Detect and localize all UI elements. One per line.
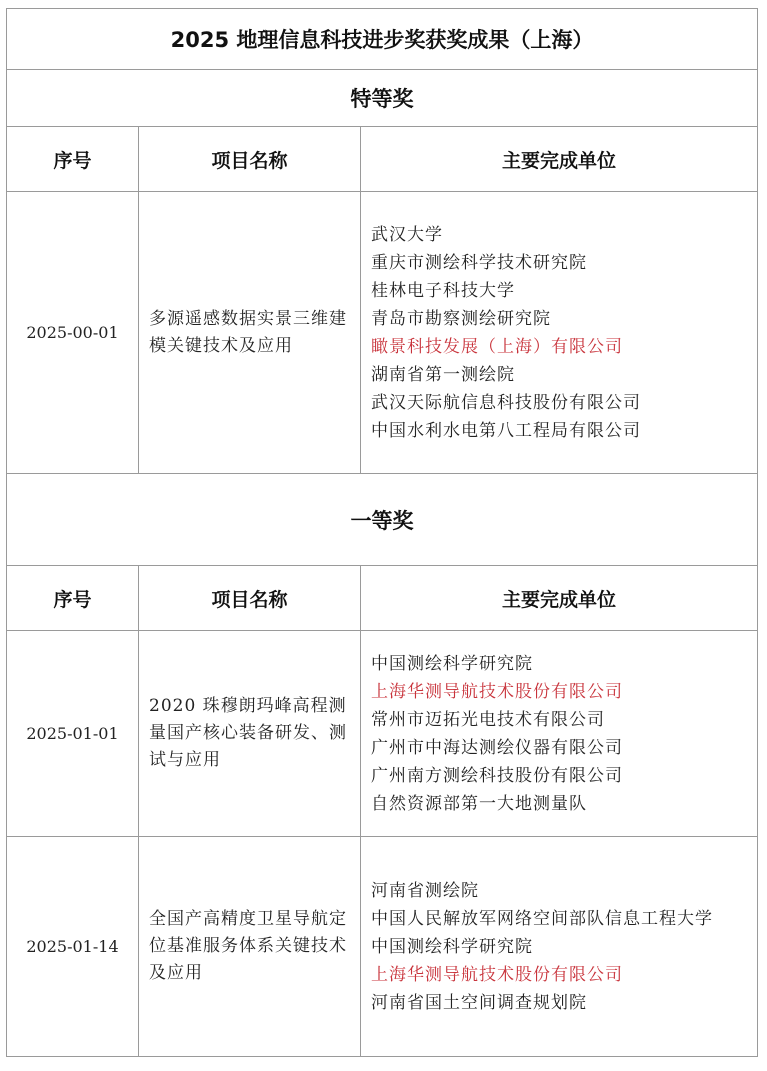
organization-list	[361, 837, 758, 1057]
table-row	[7, 631, 758, 837]
organization-item: 桂林电子科技大学	[371, 280, 515, 301]
column-header-project-name: 项目名称	[139, 127, 361, 192]
project-name: 2020 珠穆朗玛峰高程测量国产核心装备研发、测试与应用	[139, 631, 361, 837]
organization-item: 广州南方测绘科技股份有限公司	[371, 765, 623, 786]
awards-document	[6, 8, 757, 1057]
table-header-row	[7, 566, 758, 631]
column-header-id: 序号	[7, 127, 139, 192]
column-header-id: 序号	[7, 566, 139, 631]
column-header-organizations: 主要完成单位	[361, 566, 758, 631]
organization-item: 青岛市勘察测绘研究院	[371, 308, 551, 329]
project-id: 2025-01-14	[7, 837, 139, 1057]
document-title: 2025 地理信息科技进步奖获奖成果（上海）	[7, 9, 758, 70]
organization-item: 武汉天际航信息科技股份有限公司	[371, 392, 641, 413]
column-header-organizations: 主要完成单位	[361, 127, 758, 192]
project-id: 2025-00-01	[7, 192, 139, 474]
project-id: 2025-01-01	[7, 631, 139, 837]
organization-item: 广州市中海达测绘仪器有限公司	[371, 737, 623, 758]
section-row	[7, 70, 758, 127]
section-heading-first-prize: 一等奖	[7, 474, 758, 566]
organization-item: 自然资源部第一大地测量队	[371, 793, 587, 814]
organization-list	[361, 631, 758, 837]
organization-item: 武汉大学	[371, 224, 443, 245]
organization-item: 上海华测导航技术股份有限公司	[371, 964, 623, 985]
organization-item: 河南省国土空间调查规划院	[371, 992, 587, 1013]
organization-item: 重庆市测绘科学技术研究院	[371, 252, 587, 273]
project-name: 全国产高精度卫星导航定位基准服务体系关键技术及应用	[139, 837, 361, 1057]
organization-item: 中国测绘科学研究院	[371, 653, 533, 674]
awards-table	[6, 8, 758, 1057]
table-row	[7, 192, 758, 474]
organization-item: 常州市迈拓光电技术有限公司	[371, 709, 605, 730]
column-header-project-name: 项目名称	[139, 566, 361, 631]
organization-item: 上海华测导航技术股份有限公司	[371, 681, 623, 702]
organization-list	[361, 192, 758, 474]
section-row	[7, 474, 758, 566]
organization-item: 中国水利水电第八工程局有限公司	[371, 420, 641, 441]
table-header-row	[7, 127, 758, 192]
title-row	[7, 9, 758, 70]
organization-item: 瞰景科技发展（上海）有限公司	[371, 336, 623, 357]
organization-item: 中国人民解放军网络空间部队信息工程大学	[371, 908, 713, 929]
organization-item: 河南省测绘院	[371, 880, 479, 901]
section-heading-grand-prize: 特等奖	[7, 70, 758, 127]
project-name: 多源遥感数据实景三维建模关键技术及应用	[139, 192, 361, 474]
table-row	[7, 837, 758, 1057]
organization-item: 湖南省第一测绘院	[371, 364, 515, 385]
organization-item: 中国测绘科学研究院	[371, 936, 533, 957]
